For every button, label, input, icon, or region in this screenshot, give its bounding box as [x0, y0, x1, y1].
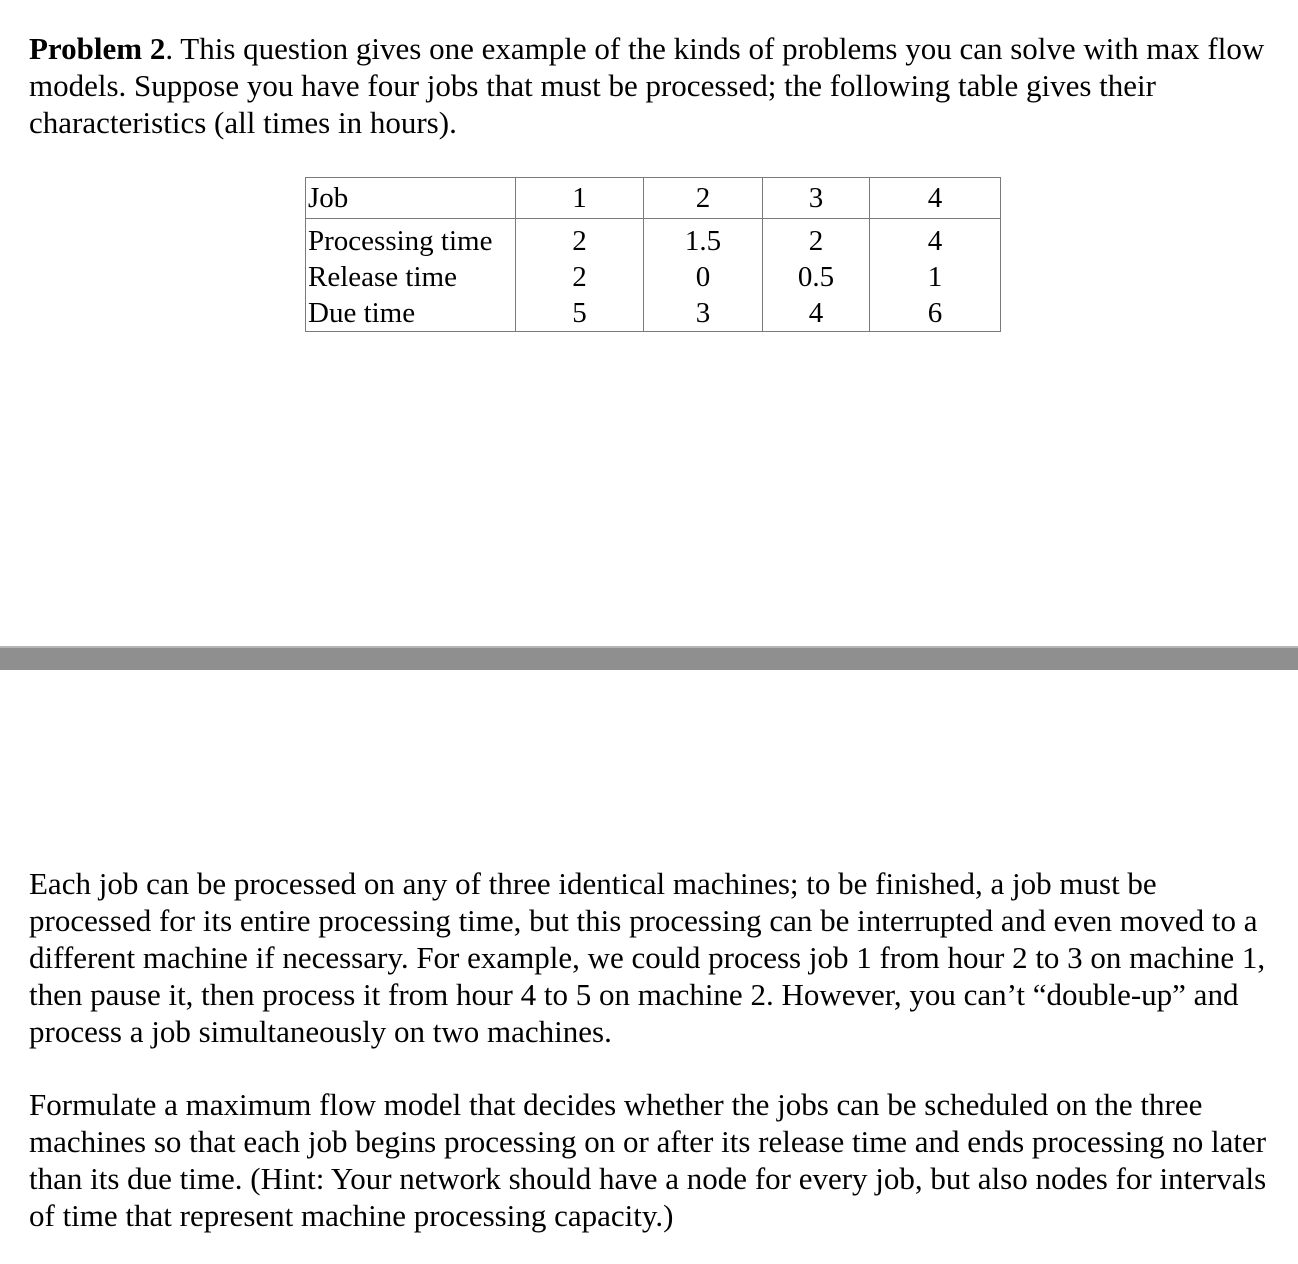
table-row	[306, 219, 1001, 260]
table-row	[306, 259, 1001, 295]
table-header-row	[306, 178, 1001, 219]
header-job-3: 3	[763, 178, 870, 219]
header-job-4: 4	[870, 178, 1001, 219]
table-cell: 2	[763, 219, 870, 260]
machine-description-paragraph: Each job can be processed on any of three identical machines; to be finished, a job must be processed for its entire processing time, but this processing can be interrupted and even moved to a different machine if necessary. For example, we could process job 1 from hour 2 to 3 on machine 1, then pause it, then process it from hour 4 to 5 on machine 2. However, you can’t “double-up” and process a job simultaneously on two machines.	[29, 866, 1266, 1049]
table-cell: 0.5	[763, 259, 870, 295]
task-paragraph: Formulate a maximum flow model that decides whether the jobs can be scheduled on the three machines so that each job begins processing on or after its release time and ends processing no later than its due time. (Hint: Your network should have a node for every job, but also nodes for intervals of time that represent machine processing capacity.)	[29, 1087, 1267, 1233]
page-divider	[0, 646, 1298, 670]
row-label: Processing time	[306, 219, 516, 260]
header-job-2: 2	[644, 178, 763, 219]
table-row	[306, 295, 1001, 332]
job-table	[305, 177, 1001, 332]
table-cell: 4	[763, 295, 870, 332]
header-job-1: 1	[516, 178, 644, 219]
table-cell: 6	[870, 295, 1001, 332]
table-cell: 2	[516, 219, 644, 260]
header-label: Job	[306, 178, 516, 219]
problem-heading: Problem 2	[29, 31, 166, 66]
table-cell: 4	[870, 219, 1001, 260]
table-cell: 2	[516, 259, 644, 295]
row-label: Due time	[306, 295, 516, 332]
table-cell: 0	[644, 259, 763, 295]
table-cell: 1.5	[644, 219, 763, 260]
row-label: Release time	[306, 259, 516, 295]
problem-intro: . This question gives one example of the kinds of problems you can solve with max flow models. Suppose you have four jobs that must be processed; the following table gives their characteristics (all times in hours).	[29, 31, 1265, 140]
problem-statement	[29, 30, 1279, 141]
table-cell: 3	[644, 295, 763, 332]
table-cell: 5	[516, 295, 644, 332]
table-cell: 1	[870, 259, 1001, 295]
